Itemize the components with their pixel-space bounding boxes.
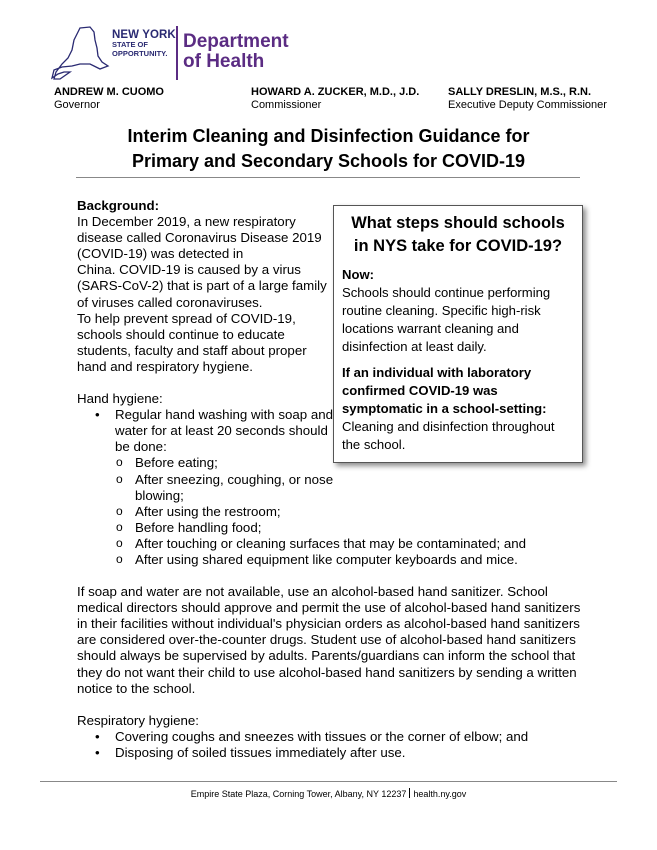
background-line: of viruses called coronaviruses. [77,294,263,310]
state-tagline-1: STATE OF [112,40,148,49]
callout-now-text: Schools should continue performing routine cleaning. Specific high-risk locations warrant cleaning and disinfection at least daily. [342,285,551,354]
list-item: o Before eating; [115,455,597,471]
official-name: HOWARD A. ZUCKER, M.D., J.D. [251,86,420,98]
background-line: To help prevent spread of COVID-19, [77,310,296,326]
official-title: Governor [54,99,100,111]
title-line-1: Interim Cleaning and Disinfection Guidance for [127,126,530,146]
list-item: • Disposing of soiled tissues immediately after use. [77,745,597,761]
hand-hygiene-heading: Hand hygiene: [77,391,163,407]
callout-if-text: Cleaning and disinfection throughout the school. [342,419,555,452]
background-line: hand and respiratory hygiene. [77,358,253,374]
title-line-2: Primary and Secondary Schools for COVID-19 [131,151,526,171]
list-item: o After touching or cleaning surfaces that may be contaminated; and [115,536,597,552]
state-tagline-2: OPPORTUNITY. [112,49,168,58]
footer-website-link[interactable]: health.ny.gov [413,789,467,799]
document-body [77,198,597,761]
respiratory-list [77,729,597,761]
background-text [77,214,597,375]
hand-hygiene-list [77,407,597,568]
background-line: disease called Coronavirus Disease 2019 [77,230,322,246]
new-york-state-outline-icon [50,26,112,80]
department-wordmark [183,32,289,72]
official-governor [54,86,164,112]
nys-doh-logo [50,26,310,82]
list-item: o After using shared equipment like computer keyboards and mice. [115,552,597,568]
callout-now-label: Now: [342,267,374,282]
department-line-1: Department [183,31,289,52]
footer-address: Empire State Plaza, Corning Tower, Albany, NY 12237 [190,789,407,799]
list-item [77,407,597,568]
background-line: (SARS-CoV-2) that is part of a large family [77,278,327,294]
department-line-2: of Health [183,51,265,72]
callout-if-label: If an individual with laboratory confirmed COVID-19 was symptomatic in a school-setting: [342,365,547,416]
official-title: Commissioner [251,99,322,111]
official-deputy-commissioner [448,86,607,112]
footer-separator [409,788,410,798]
callout-title: What steps should schools in NYS take for COVID-19? [351,214,565,255]
background-line: (COVID-19) was detected in [77,246,244,262]
background-line: students, faculty and staff about proper [77,342,307,358]
respiratory-heading: Respiratory hygiene: [77,712,199,728]
list-item: o Before handling food; [115,520,597,536]
list-item: • Covering coughs and sneezes with tissues or the corner of elbow; and [77,729,597,745]
official-commissioner [251,86,419,112]
title-divider [76,177,580,178]
logo-divider [176,26,178,80]
hand-washing-sublist [115,455,597,568]
sanitizer-paragraph: If soap and water are not available, use an alcohol-based hand sanitizer. School medical directors should approve and permit the use of alcohol-based hand sanitizers in their facilities without individual's physician orders as alcohol-based hand sanitizers are considered over-the-counter drugs. Student use of alcohol-based hand sanitizers should always be supervised by adults. Parents/guardians can inform the school that they do not want their child to use alcohol-based hand sanitizers by sending a written notice to the school. [77,584,581,696]
background-line: schools should continue to educate [77,326,285,342]
background-line: In December 2019, a new respiratory [77,214,296,230]
background-heading: Background: [77,198,160,213]
hand-washing-bullet: • Regular hand washing with soap and water for at least 20 seconds should be done: [115,407,334,455]
official-name: ANDREW M. CUOMO [54,86,164,98]
official-title: Executive Deputy Commissioner [448,99,607,111]
list-item: o After sneezing, coughing, or nose blowing; [115,472,345,504]
state-wordmark [112,31,176,58]
document-title [40,124,617,174]
footer-divider [40,781,617,782]
official-name: SALLY DRESLIN, M.S., R.N. [448,86,592,98]
state-name: NEW YORK [112,29,176,41]
list-item: o After using the restroom; [115,504,597,520]
footer [0,788,657,799]
background-line: China. COVID-19 is caused by a virus [77,262,301,278]
